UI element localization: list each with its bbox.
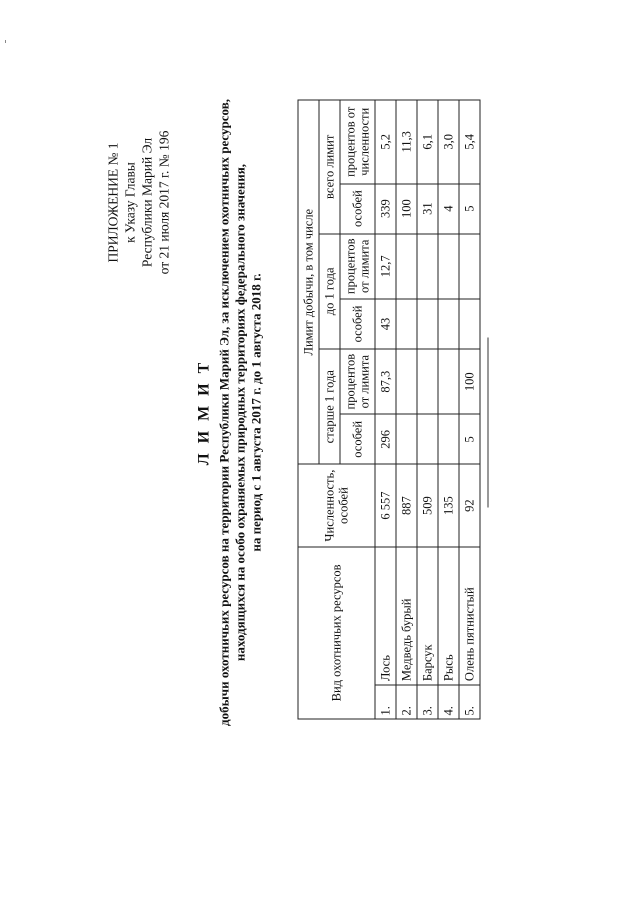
- row-species: Барсук: [417, 547, 438, 685]
- row-total-individuals: 5: [459, 184, 480, 234]
- row-total-pct: 11,3: [396, 100, 417, 184]
- title-line-3: на период с 1 августа 2017 г. до 1 августа 2018 г.: [248, 273, 264, 552]
- row-total-individuals: 339: [375, 184, 396, 234]
- table-header-row: [298, 100, 319, 719]
- row-older-pct: [438, 349, 459, 414]
- footer-rule: [488, 338, 489, 508]
- row-younger-individuals: [396, 299, 417, 349]
- appendix-number: ПРИЛОЖЕНИЕ № 1: [105, 142, 121, 263]
- row-older-individuals: [396, 414, 417, 464]
- row-younger-individuals: [438, 299, 459, 349]
- title-line-2: находящихся на особо охраняемых природных территориях федерального значения,: [232, 163, 248, 662]
- table-row: [396, 100, 417, 719]
- row-population: 887: [396, 464, 417, 546]
- appendix-reference: к Указу Главы: [122, 162, 138, 243]
- document-page: [93, 88, 548, 738]
- row-population: 135: [438, 464, 459, 546]
- row-younger-individuals: [459, 299, 480, 349]
- row-index: 2.: [396, 685, 417, 719]
- table-row: [417, 100, 438, 719]
- header-total: всего лимит: [319, 100, 340, 234]
- row-older-individuals: 296: [375, 414, 396, 464]
- row-total-pct: 6,1: [417, 100, 438, 184]
- header-younger-individuals: особей: [340, 299, 375, 349]
- row-species: Лось: [375, 547, 396, 685]
- scan-mark: [5, 40, 6, 43]
- title-main: Л И М И Т: [195, 359, 213, 466]
- header-limit-group: Лимит добычи, в том числе: [298, 100, 319, 464]
- title-line-1: добычи охотничьих ресурсов на территории Республики Марий Эл, за исключением охотничьих ресурсов,: [216, 99, 232, 726]
- header-older-individuals: особей: [340, 414, 375, 464]
- row-index: 5.: [459, 685, 480, 719]
- table-row: [375, 100, 396, 719]
- document-title: [193, 88, 265, 738]
- row-older-pct: [396, 349, 417, 414]
- row-total-individuals: 100: [396, 184, 417, 234]
- header-younger: до 1 года: [319, 234, 340, 349]
- row-younger-individuals: 43: [375, 299, 396, 349]
- row-population: 509: [417, 464, 438, 546]
- row-older-individuals: 5: [459, 414, 480, 464]
- row-index: 1.: [375, 685, 396, 719]
- row-population: 92: [459, 464, 480, 546]
- row-total-pct: 5,2: [375, 100, 396, 184]
- row-species: Рысь: [438, 547, 459, 685]
- header-population: Численность, особей: [298, 464, 375, 546]
- row-younger-pct: [438, 234, 459, 299]
- header-older-pct: процентов от лимита: [340, 349, 375, 414]
- header-species: Вид охотничьих ресурсов: [298, 547, 375, 719]
- row-younger-pct: [417, 234, 438, 299]
- header-older: старше 1 года: [319, 349, 340, 464]
- row-total-pct: 5,4: [459, 100, 480, 184]
- row-species: Олень пятнистый: [459, 547, 480, 685]
- row-species: Медведь бурый: [396, 547, 417, 685]
- appendix-date: от 21 июля 2017 г. № 196: [156, 130, 172, 275]
- row-younger-pct: 12,7: [375, 234, 396, 299]
- row-index: 4.: [438, 685, 459, 719]
- limit-table: [298, 100, 481, 720]
- row-older-individuals: [438, 414, 459, 464]
- row-total-pct: 3,0: [438, 100, 459, 184]
- header-total-individuals: особей: [340, 184, 375, 234]
- appendix-region: Республики Марий Эл: [139, 137, 155, 268]
- row-older-individuals: [417, 414, 438, 464]
- row-population: 6 557: [375, 464, 396, 546]
- row-older-pct: 100: [459, 349, 480, 414]
- row-younger-individuals: [417, 299, 438, 349]
- table-row: [438, 100, 459, 719]
- row-total-individuals: 31: [417, 184, 438, 234]
- table-row: [459, 100, 480, 719]
- row-index: 3.: [417, 685, 438, 719]
- header-younger-pct: процентов от лимита: [340, 234, 375, 299]
- row-younger-pct: [459, 234, 480, 299]
- row-younger-pct: [396, 234, 417, 299]
- appendix-header: [105, 98, 173, 308]
- row-older-pct: [417, 349, 438, 414]
- row-older-pct: 87,3: [375, 349, 396, 414]
- row-total-individuals: 4: [438, 184, 459, 234]
- header-total-pct: процентов от численности: [340, 100, 375, 184]
